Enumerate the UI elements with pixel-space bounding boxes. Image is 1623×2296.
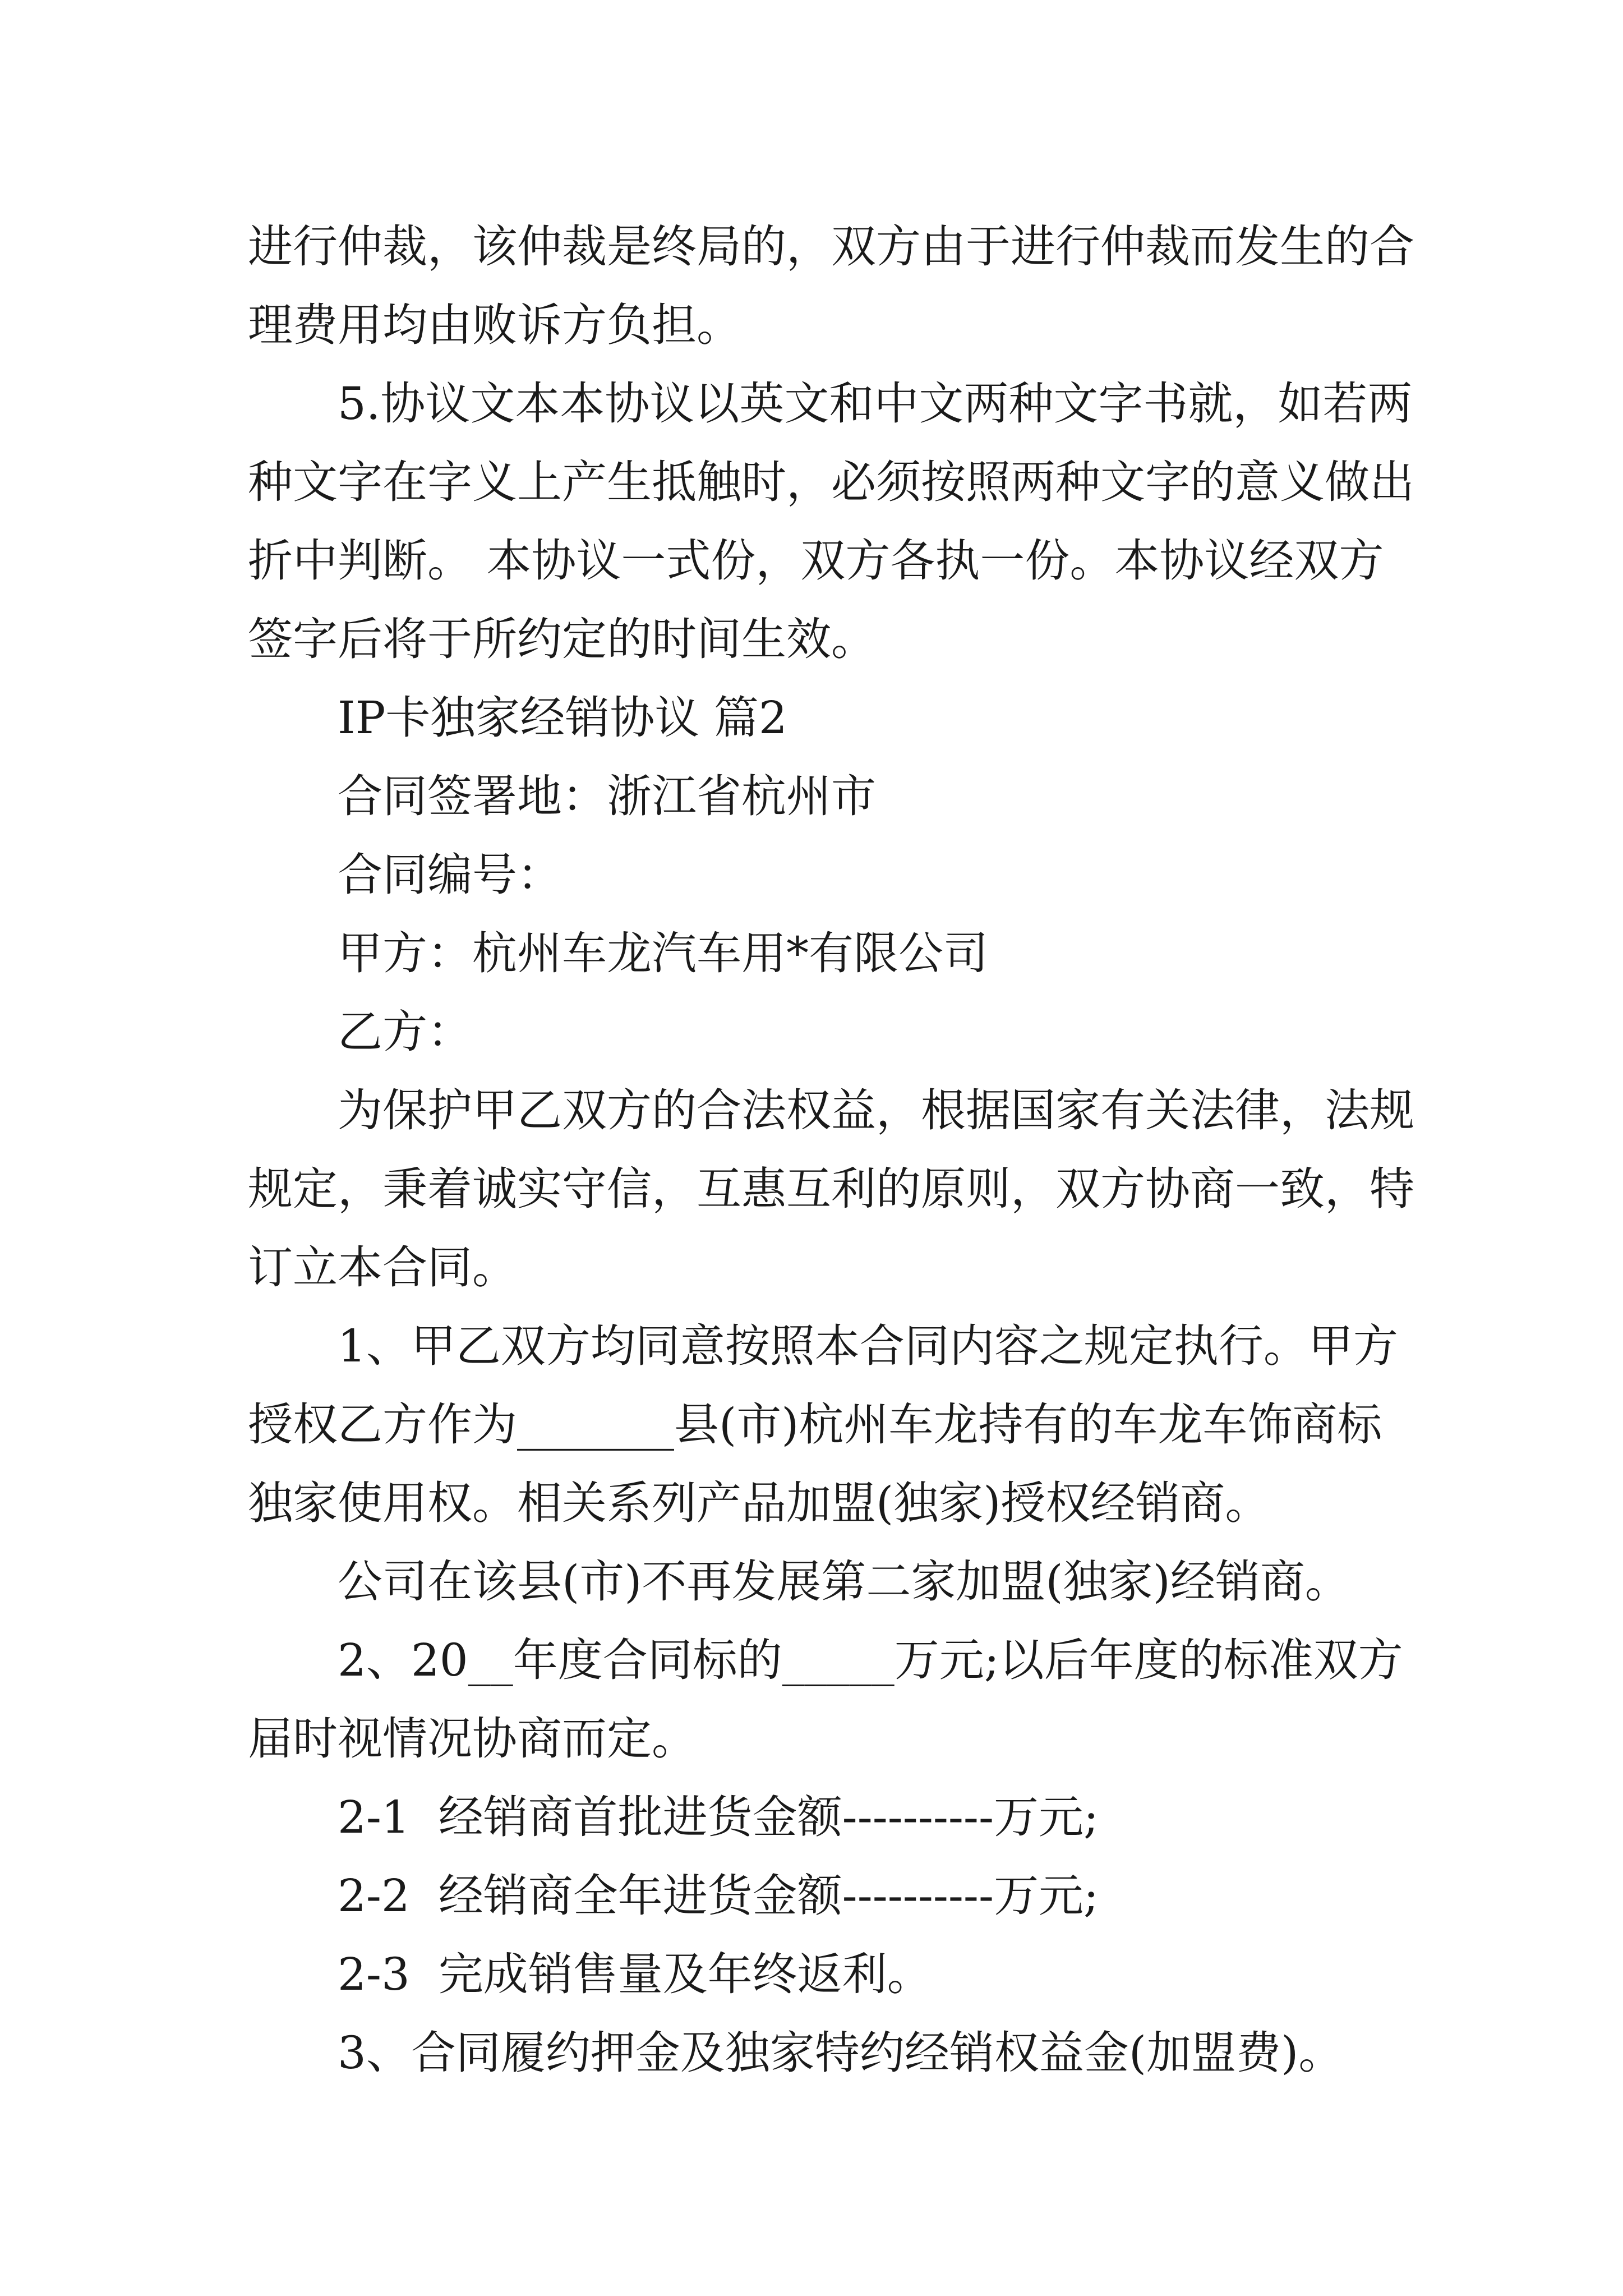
clause-3: 3、合同履约押金及独家特约经销权益金(加盟费)。 <box>338 2027 1344 2079</box>
contract-number: 合同编号： <box>338 849 562 901</box>
party-b: 乙方： <box>338 1006 472 1058</box>
text-line: 理费用均由败诉方负担。 <box>248 299 741 351</box>
clause-1-note: 公司在该县(市)不再发展第二家加盟(独家)经销商。 <box>338 1556 1350 1608</box>
text-line: 届时视情况协商而定。 <box>248 1713 697 1765</box>
text-line: 进行仲裁，该仲裁是终局的，双方由于进行仲裁而发生的合 <box>248 220 1414 273</box>
section-heading: IP卡独家经销协议 篇2 <box>338 692 787 744</box>
text-line: 独家使用权。相关系列产品加盟(独家)授权经销商。 <box>248 1477 1270 1529</box>
text-line: 2、20__年度合同标的_____万元;以后年度的标准双方 <box>338 1634 1403 1686</box>
paragraph-agreement-text <box>248 365 1414 679</box>
text-line: 订立本合同。 <box>248 1241 517 1294</box>
text-line: 种文字在字义上产生抵触时，必须按照两种文字的意义做出 <box>248 456 1414 508</box>
clause-2-3: 2-3 完成销售量及年终返利。 <box>338 1948 932 2000</box>
text-line: 规定，秉着诚实守信，互惠互利的原则，双方协商一致，特 <box>248 1163 1414 1215</box>
paragraph-arbitration <box>248 208 1414 365</box>
text-line: 5.协议文本本协议以英文和中文两种文字书就，如若两 <box>338 378 1413 430</box>
text-line: 授权乙方作为_______县(市)杭州车龙持有的车龙车饰商标 <box>248 1398 1382 1451</box>
sign-place: 合同签署地：浙江省杭州市 <box>338 770 876 822</box>
clause-2-1: 2-1 经销商首批进货金额----------万元; <box>338 1791 1099 1843</box>
paragraph-intro <box>248 1071 1414 1307</box>
paragraph-clause-2 <box>248 1621 1403 1778</box>
text-line: 1、甲乙双方均同意按照本合同内容之规定执行。甲方 <box>338 1320 1398 1372</box>
text-line: 折中判断。 本协议一式份，双方各执一份。本协议经双方 <box>248 535 1384 587</box>
paragraph-clause-1 <box>248 1307 1398 1543</box>
clause-2-2: 2-2 经销商全年进货金额----------万元; <box>338 1870 1099 1922</box>
document-body <box>248 208 1414 2092</box>
party-a: 甲方：杭州车龙汽车用*有限公司 <box>338 927 988 979</box>
text-line: 为保护甲乙双方的合法权益，根据国家有关法律，法规 <box>338 1084 1414 1137</box>
text-line: 签字后将于所约定的时间生效。 <box>248 613 876 665</box>
